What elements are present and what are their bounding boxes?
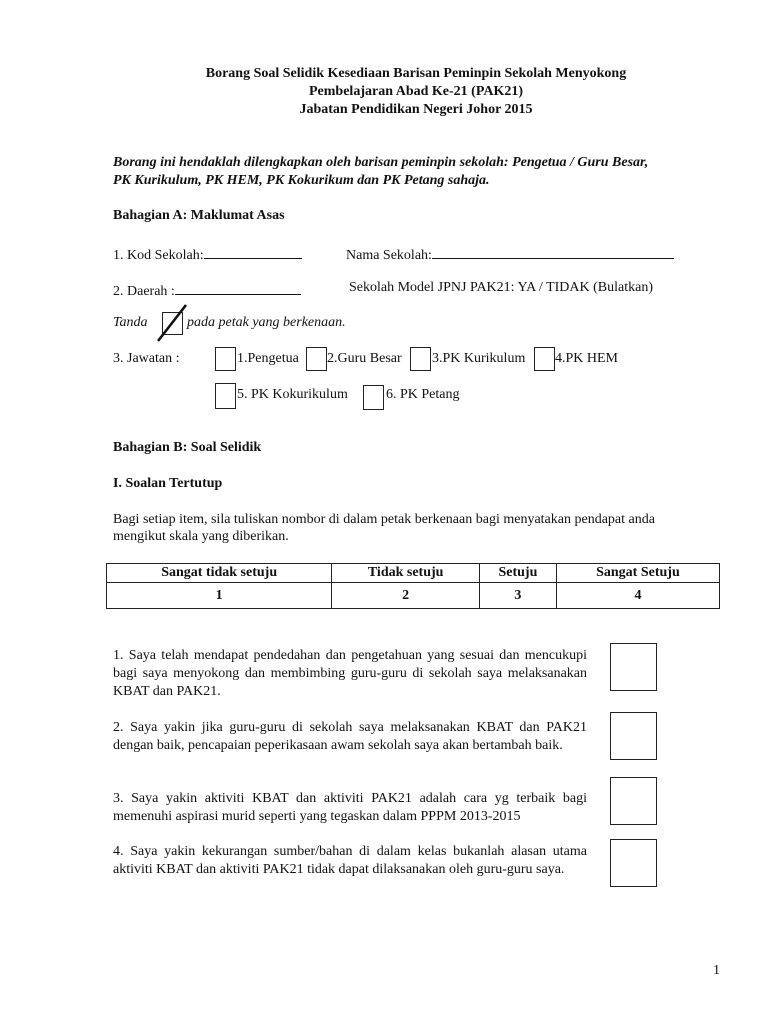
checkbox-pk-petang[interactable]	[363, 385, 384, 410]
question-3: 3. Saya yakin aktiviti KBAT dan aktiviti PAK21 adalah cara yg terbaik bagi memenuhi aspirasi murid seperti yang tegaskan dalam PPPM 2013-2015	[113, 791, 587, 824]
scale-value-row	[107, 583, 720, 609]
checkbox-pk-kurikulum[interactable]	[410, 347, 431, 371]
page-number: 1	[713, 963, 720, 978]
daerah-label: 2. Daerah :	[113, 284, 175, 299]
checkbox-pk-hem[interactable]	[534, 347, 555, 371]
daerah-field[interactable]	[113, 280, 301, 300]
scale-value: 3	[479, 583, 556, 609]
kod-sekolah-blank[interactable]	[204, 244, 302, 259]
option-pengetua: 1.Pengetua	[237, 351, 299, 366]
answer-box-4[interactable]	[610, 839, 657, 887]
tanda-instruction: pada petak yang berkenaan.	[187, 315, 346, 330]
scale-value: 2	[332, 583, 480, 609]
tanda-label: Tanda	[113, 315, 148, 330]
scale-header: Sangat Setuju	[556, 564, 719, 583]
form-title-line-1: Borang Soal Selidik Kesediaan Barisan Peminpin Sekolah Menyokong	[205, 66, 627, 81]
form-title-line-3: Jabatan Pendidikan Negeri Johor 2015	[299, 102, 533, 117]
instruction-line-2: PK Kurikulum, PK HEM, PK Kokurikum dan PK Petang sahaja.	[113, 173, 490, 188]
answer-box-2[interactable]	[610, 712, 657, 760]
rating-scale-table	[106, 563, 720, 609]
form-title-line-2: Pembelajaran Abad Ke-21 (PAK21)	[309, 84, 523, 99]
question-2: 2. Saya yakin jika guru-guru di sekolah saya melaksanakan KBAT dan PAK21 dengan baik, pencapaian peperikasaan awam sekolah saya akan bertambah baik.	[113, 720, 587, 753]
option-guru-besar: 2.Guru Besar	[327, 351, 402, 366]
scale-header: Setuju	[479, 564, 556, 583]
checkbox-pengetua[interactable]	[215, 347, 236, 371]
daerah-blank[interactable]	[175, 280, 301, 295]
section-a-title: Bahagian A: Maklumat Asas	[113, 208, 285, 223]
jawatan-label: 3. Jawatan :	[113, 351, 180, 366]
scale-header: Tidak setuju	[332, 564, 480, 583]
checkbox-guru-besar[interactable]	[306, 347, 327, 371]
answer-box-1[interactable]	[610, 643, 657, 691]
instruction-line-1: Borang ini hendaklah dilengkapkan oleh barisan peminpin sekolah: Pengetua / Guru Besar,	[113, 155, 649, 170]
section-b-title: Bahagian B: Soal Selidik	[113, 440, 262, 455]
scale-value: 1	[107, 583, 332, 609]
question-4: 4. Saya yakin kekurangan sumber/bahan di dalam kelas bukanlah alasan utama aktiviti KBAT dan aktiviti PAK21 tidak dapat dilaksanakan oleh guru-guru saya.	[113, 844, 587, 877]
section-b-intro-line-2: mengikut skala yang diberikan.	[113, 529, 289, 544]
tick-mark-icon	[152, 302, 192, 344]
checkbox-pk-kokurikulum[interactable]	[215, 383, 236, 409]
kod-sekolah-label: 1. Kod Sekolah:	[113, 248, 204, 263]
option-pk-petang: 6. PK Petang	[386, 387, 460, 402]
option-pk-hem: 4.PK HEM	[555, 351, 619, 366]
nama-sekolah-field[interactable]	[346, 244, 674, 264]
answer-box-3[interactable]	[610, 777, 657, 825]
option-pk-kurikulum: 3.PK Kurikulum	[432, 351, 526, 366]
section-b-intro-line-1: Bagi setiap item, sila tuliskan nombor di dalam petak berkenaan bagi menyatakan pendapat anda	[113, 512, 655, 527]
scale-header: Sangat tidak setuju	[107, 564, 332, 583]
scale-value: 4	[556, 583, 719, 609]
kod-sekolah-field[interactable]	[113, 244, 302, 264]
sekolah-model-text: Sekolah Model JPNJ PAK21: YA / TIDAK (Bulatkan)	[349, 280, 653, 295]
nama-sekolah-blank[interactable]	[432, 244, 674, 259]
question-1: 1. Saya telah mendapat pendedahan dan pengetahuan yang sesuai dan mencukupi bagi saya menyokong dan membimbing guru-guru di sekolah saya melaksanakan KBAT dan PAK21.	[113, 648, 587, 699]
nama-sekolah-label: Nama Sekolah:	[346, 248, 432, 263]
option-pk-kokurikulum: 5. PK Kokurikulum	[237, 387, 348, 402]
scale-header-row	[107, 564, 720, 583]
section-b-subtitle: I. Soalan Tertutup	[113, 476, 223, 491]
